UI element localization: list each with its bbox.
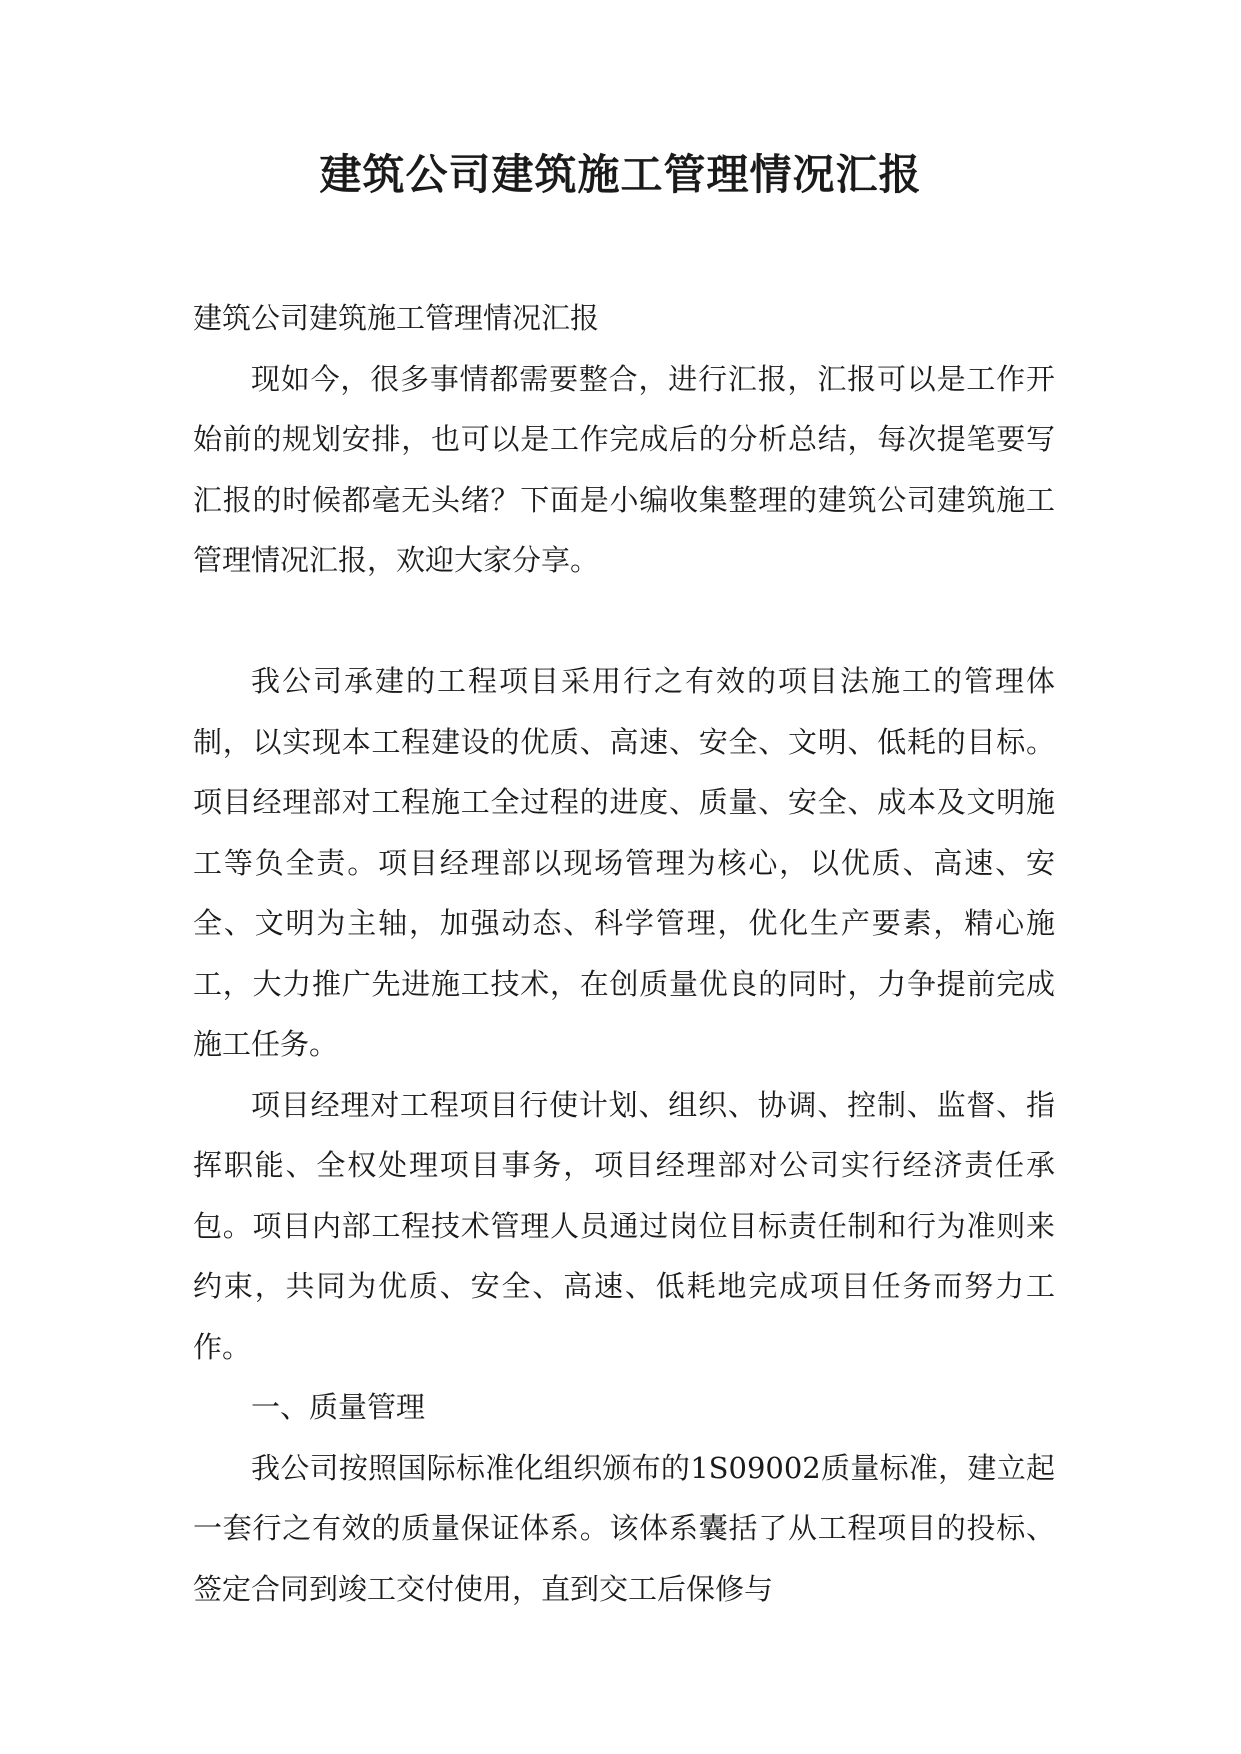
document-title: 建筑公司建筑施工管理情况汇报: [319, 150, 922, 199]
section-heading: 一、质量管理: [251, 1390, 426, 1424]
body-paragraph: 我公司按照国际标准化组织颁布的1S09002质量标准，建立起一套行之有效的质量保证体系。该体系囊括了从工程项目的投标、签定合同到竣工交付使用，直到交工后保修与: [193, 1450, 1055, 1606]
paragraph-spacer: [193, 591, 1055, 652]
body-paragraph: 我公司承建的工程项目采用行之有效的项目法施工的管理体制，以实现本工程建设的优质、高速、安全、文明、低耗的目标。项目经理部对工程施工全过程的进度、质量、安全、成本及文明施工等负全责。项目经理部以现场管理为核心，以优质、高速、安全、文明为主轴，加强动态、科学管理，优化生产要素，精心施工，大力推广先进施工技术，在创质量优良的同时，力争提前完成施工任务。: [193, 664, 1055, 1061]
document-body: [193, 288, 1055, 1619]
document-subtitle: 建筑公司建筑施工管理情况汇报: [193, 301, 600, 335]
intro-paragraph: 现如今，很多事情都需要整合，进行汇报，汇报可以是工作开始前的规划安排，也可以是工作完成后的分析总结，每次提笔要写汇报的时候都毫无头绪？下面是小编收集整理的建筑公司建筑施工管理情况汇报，欢迎大家分享。: [193, 361, 1055, 577]
body-paragraph: 项目经理对工程项目行使计划、组织、协调、控制、监督、指挥职能、全权处理项目事务，项目经理部对公司实行经济责任承包。项目内部工程技术管理人员通过岗位目标责任制和行为准则来约束，共同为优质、安全、高速、低耗地完成项目任务而努力工作。: [193, 1087, 1055, 1364]
